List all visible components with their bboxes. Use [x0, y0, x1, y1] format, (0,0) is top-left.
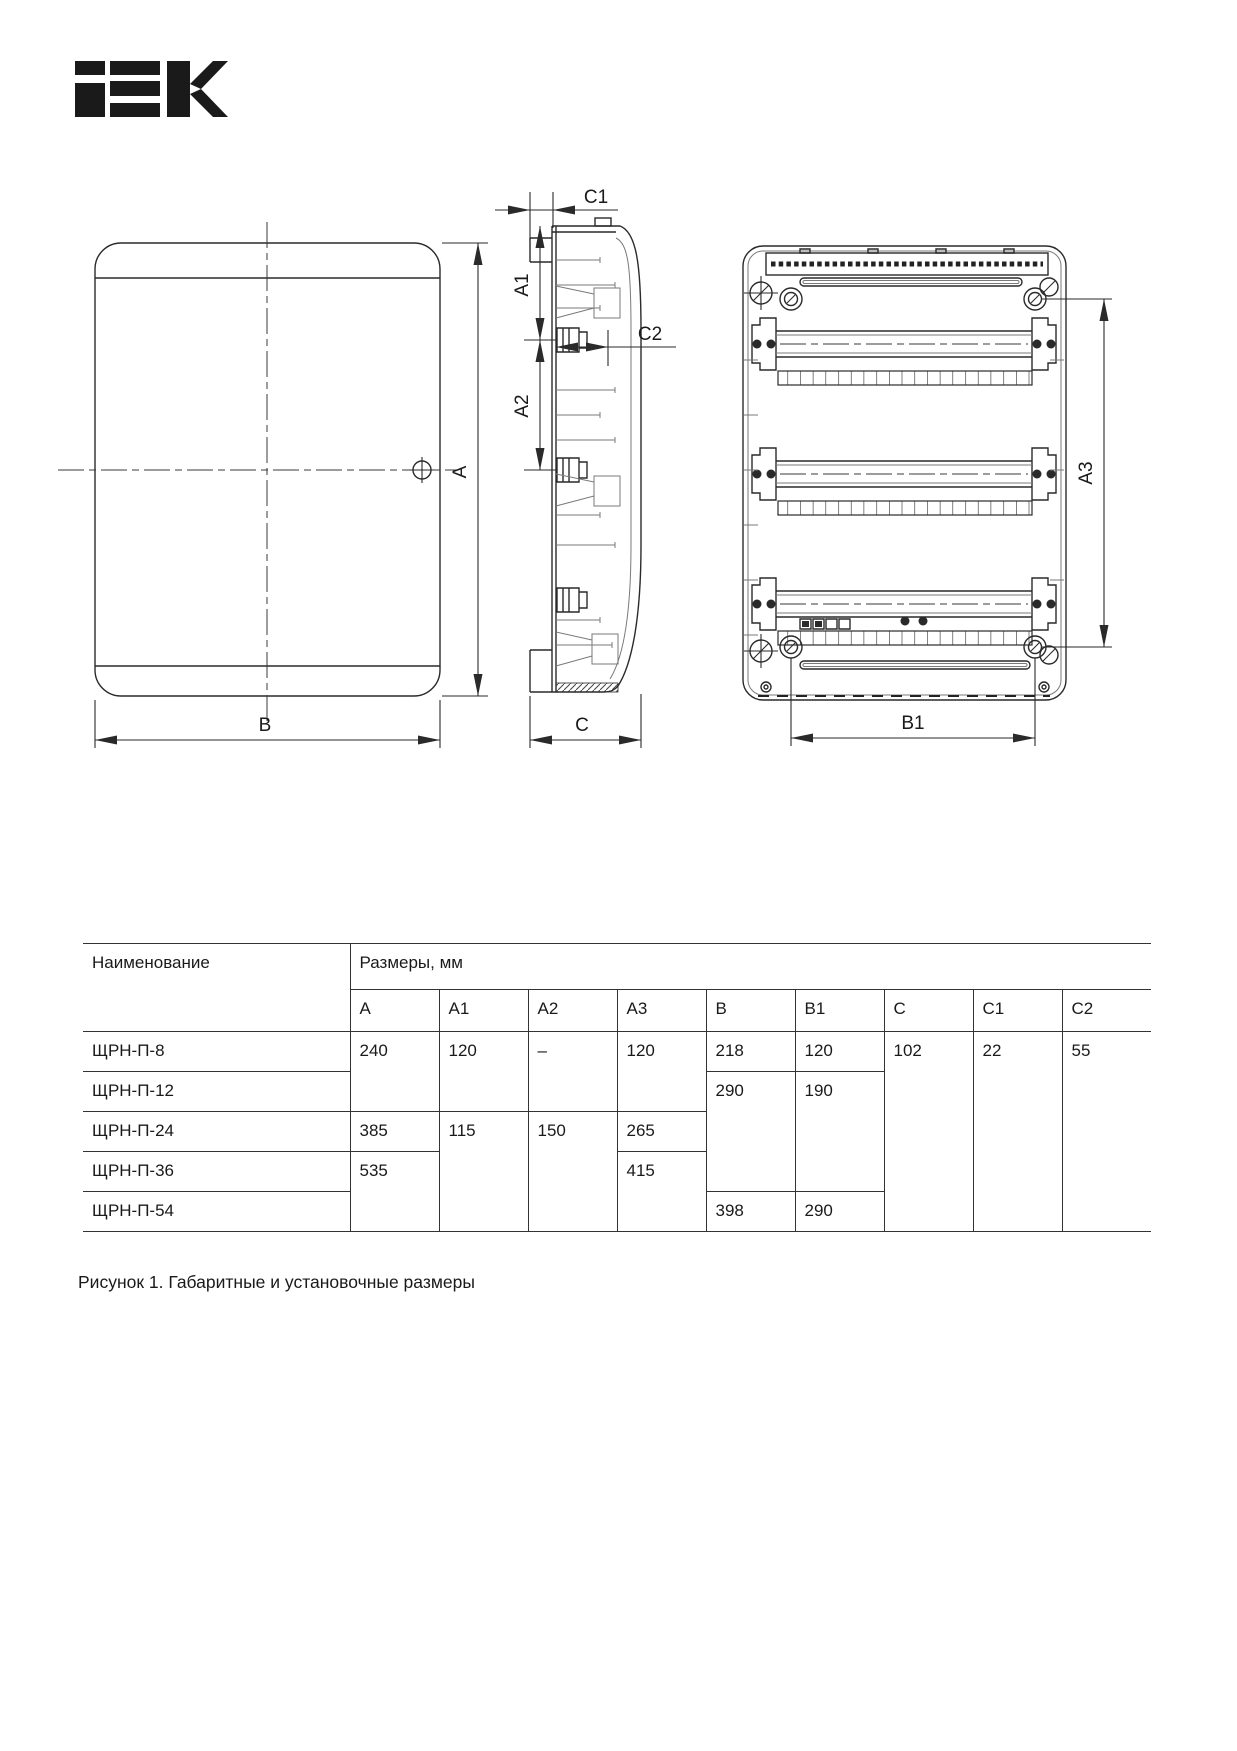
dim-label-A1: A1 — [512, 273, 533, 297]
comb-strip-3 — [778, 631, 1032, 645]
dim-B1 — [791, 658, 1035, 746]
column-header: A1 — [439, 990, 528, 1032]
dim-label-C1: C1 — [583, 187, 609, 208]
dim-label-B1: B1 — [901, 713, 925, 734]
table-cell: 385 — [350, 1112, 439, 1152]
column-header: C2 — [1062, 990, 1151, 1032]
dimensions-table — [83, 943, 1151, 1232]
name-column-header: Наименование — [83, 944, 350, 1032]
din-rail-3 — [752, 578, 1056, 645]
table-cell: 290 — [795, 1192, 884, 1232]
table-cell: 415 — [617, 1152, 706, 1232]
dim-A2 — [512, 340, 556, 470]
row-name-cell: ЩРН-П-8 — [83, 1032, 350, 1072]
column-header: A — [350, 990, 439, 1032]
column-header: B — [706, 990, 795, 1032]
table-cell: 115 — [439, 1112, 528, 1232]
column-header: A2 — [528, 990, 617, 1032]
top-slot — [800, 278, 1022, 286]
marking-icons — [800, 617, 928, 630]
table-cell: – — [528, 1032, 617, 1112]
table-cell: 218 — [706, 1032, 795, 1072]
table-cell: 190 — [795, 1072, 884, 1192]
table-cell: 265 — [617, 1112, 706, 1152]
dim-A1 — [512, 226, 556, 340]
table-cell: 102 — [884, 1032, 973, 1232]
dim-label-A: A — [450, 465, 471, 479]
rear-view — [743, 246, 1066, 700]
row-name-cell: ЩРН-П-12 — [83, 1072, 350, 1112]
dim-label-B: B — [258, 715, 272, 736]
figure-caption: Рисунок 1. Габаритные и установочные размеры — [78, 1272, 475, 1292]
dim-label-C: C — [575, 715, 589, 736]
row-name-cell: ЩРН-П-24 — [83, 1112, 350, 1152]
table-cell: 398 — [706, 1192, 795, 1232]
table-cell: 22 — [973, 1032, 1062, 1232]
din-rail-section — [557, 328, 587, 612]
mount-hole-top-right — [1040, 278, 1058, 296]
row-name-cell: ЩРН-П-36 — [83, 1152, 350, 1192]
din-rail-1 — [752, 318, 1056, 385]
group-header: Размеры, мм — [350, 944, 1151, 990]
table-cell: 120 — [439, 1032, 528, 1112]
column-header: A3 — [617, 990, 706, 1032]
column-header: C — [884, 990, 973, 1032]
mount-hole-bottom-left — [744, 634, 778, 668]
front-view — [58, 222, 458, 722]
corner-screw-right — [1039, 682, 1049, 692]
lock-keyhole-icon — [409, 457, 435, 483]
table-row — [83, 1032, 1151, 1072]
row-name-cell: ЩРН-П-54 — [83, 1192, 350, 1232]
vent-strip — [766, 249, 1048, 275]
dim-C — [530, 694, 641, 748]
table-cell: 120 — [795, 1032, 884, 1072]
din-rail-2 — [752, 448, 1056, 515]
corner-screw-left — [761, 682, 771, 692]
mount-hole-top-left — [744, 276, 778, 310]
table-cell: 240 — [350, 1032, 439, 1112]
table-cell: 120 — [617, 1032, 706, 1112]
dimension-drawings — [0, 0, 1237, 800]
column-header: C1 — [973, 990, 1062, 1032]
dim-label-A3: A3 — [1076, 461, 1097, 485]
table-cell: 290 — [706, 1072, 795, 1192]
dim-C2 — [556, 324, 676, 366]
keyhole-screw-top-left — [780, 288, 802, 310]
comb-strip-2 — [778, 501, 1032, 515]
table-cell: 535 — [350, 1152, 439, 1232]
dim-label-A2: A2 — [512, 394, 533, 418]
table-cell: 55 — [1062, 1032, 1151, 1232]
side-view — [530, 218, 641, 692]
comb-strip-1 — [778, 371, 1032, 385]
dim-label-C2: C2 — [637, 324, 663, 345]
bottom-slot — [800, 661, 1030, 669]
table-cell: 150 — [528, 1112, 617, 1232]
column-header: B1 — [795, 990, 884, 1032]
